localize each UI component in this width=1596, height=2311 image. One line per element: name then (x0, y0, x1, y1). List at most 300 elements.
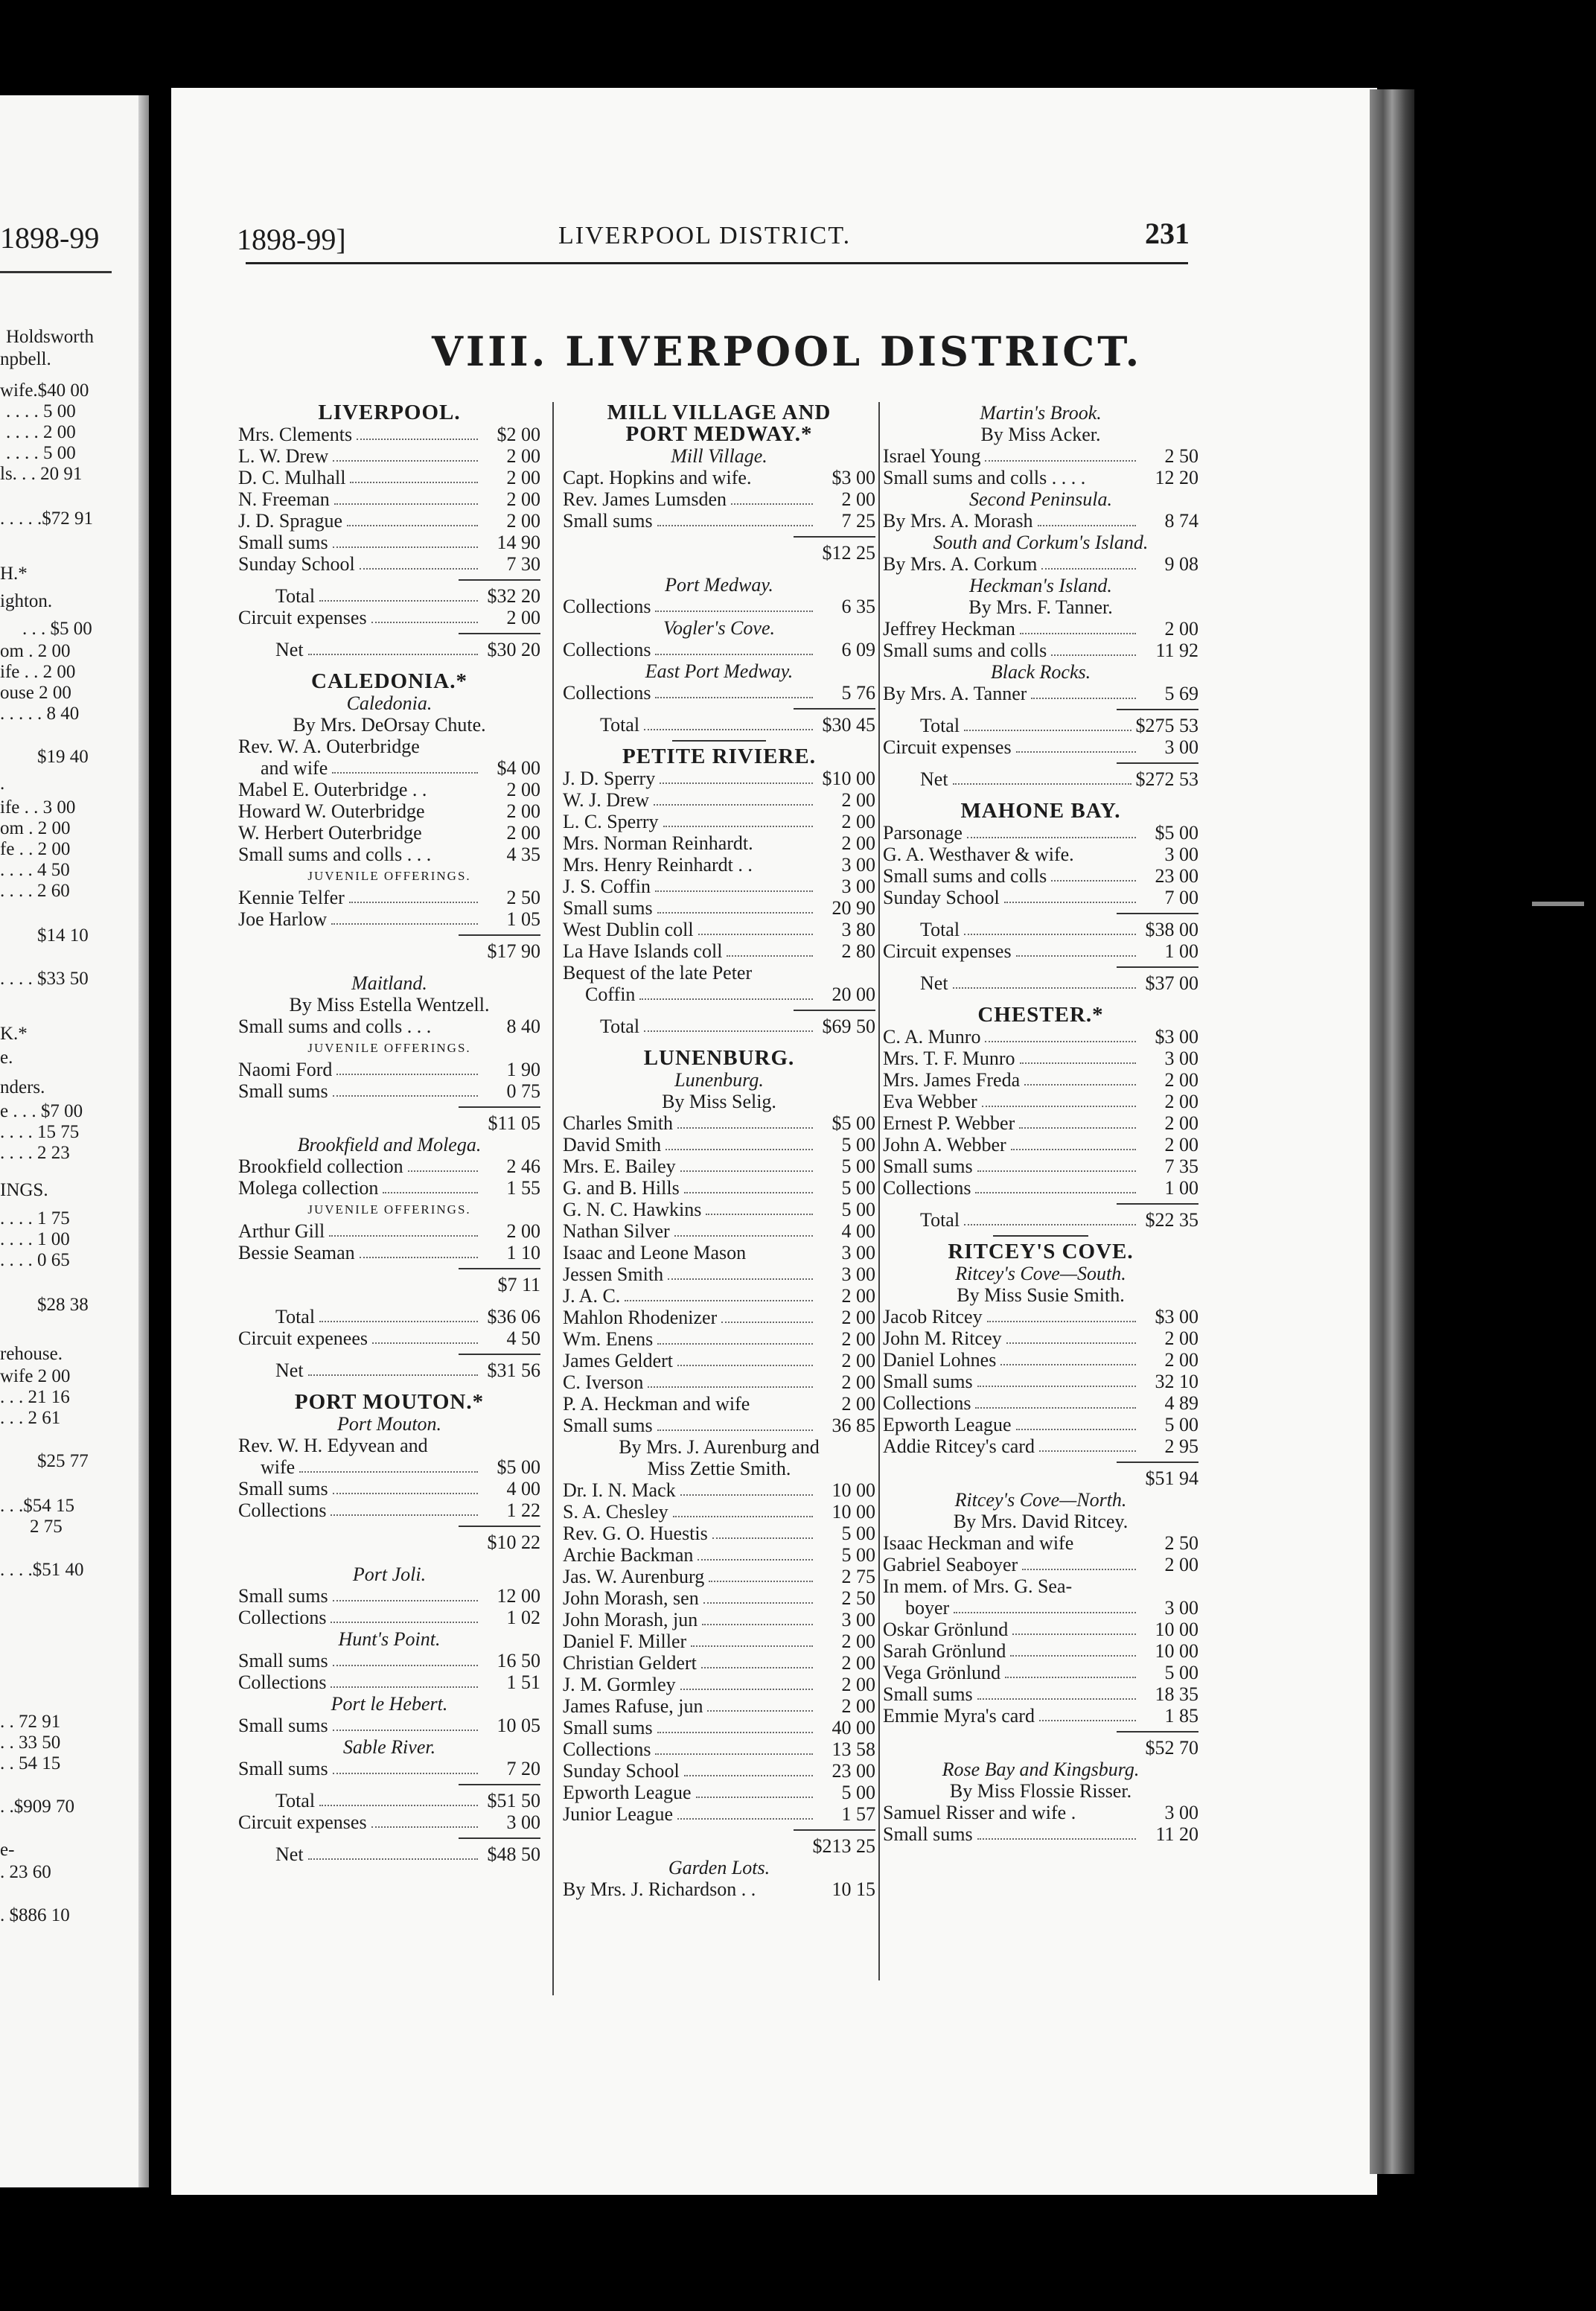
dot-leader (982, 1106, 1136, 1107)
ledger-entry (883, 1371, 1198, 1392)
entry-label: Epworth League (883, 1414, 1012, 1435)
entry-label: Rev. G. O. Huestis (563, 1523, 708, 1544)
entry-label: Circuit expenses (238, 607, 367, 628)
entry-label: Epworth League (563, 1782, 692, 1803)
entry-amount: 2 00 (1164, 1327, 1198, 1349)
ledger-entry (563, 789, 875, 811)
entry-label: By Mrs. A. Tanner (883, 683, 1027, 704)
dot-leader (1016, 1429, 1136, 1430)
entry-label: Small sums (238, 1080, 328, 1102)
ledger-entry (563, 1738, 875, 1760)
ledger-entry (883, 1597, 1198, 1619)
ledger-entry (238, 1715, 540, 1736)
entry-amount: 2 00 (841, 1674, 875, 1695)
dot-leader (731, 503, 813, 505)
dot-leader (657, 1343, 813, 1345)
dot-leader (655, 1753, 813, 1755)
entry-amount: 7 00 (1164, 887, 1198, 908)
entry-amount: $275 53 (1135, 715, 1198, 736)
column-3 (883, 402, 1198, 1845)
ledger-entry (238, 1758, 540, 1779)
dot-leader (655, 890, 813, 892)
previous-page-line: H.* (0, 564, 28, 584)
spacer (238, 1295, 540, 1306)
subsection-heading: South and Corkum's Island. (933, 532, 1149, 553)
entry-amount: 5 00 (841, 1156, 875, 1177)
entry-label: Arthur Gill (238, 1220, 325, 1242)
entry-label: S. A. Chesley (563, 1501, 668, 1523)
entry-amount: 13 58 (831, 1738, 875, 1760)
ledger-entry (238, 1274, 540, 1295)
entry-label: Daniel F. Miller (563, 1631, 687, 1652)
ledger-entry (238, 1016, 540, 1037)
sum-rule (563, 704, 875, 714)
entry-amount: 2 00 (506, 1220, 540, 1242)
entry-label: Sarah Grönlund (883, 1640, 1006, 1662)
ledger-entry (563, 1523, 875, 1544)
entry-label: Small sums and colls (883, 640, 1047, 661)
dot-leader (371, 1826, 478, 1828)
entry-label: J. S. Coffin (563, 876, 651, 897)
entry-amount: 16 50 (497, 1650, 540, 1671)
ledger-entry (563, 1263, 875, 1285)
entry-amount: 23 00 (1155, 865, 1198, 887)
ledger-entry (563, 1652, 875, 1674)
entry-label: boyer (905, 1597, 950, 1619)
ledger-entry (563, 682, 875, 704)
entry-amount: 20 00 (831, 984, 875, 1005)
entry-label: Net (920, 768, 948, 790)
dot-leader (655, 611, 813, 612)
dot-leader (657, 912, 813, 914)
ledger-entry (563, 639, 875, 660)
entry-amount: 3 00 (506, 1811, 540, 1833)
entry-label: Mabel E. Outerbridge . . (238, 779, 427, 800)
entry-amount: 40 00 (831, 1717, 875, 1738)
ledger-entry (238, 1811, 540, 1833)
ledger-entry (883, 1392, 1198, 1414)
previous-page-line: . . . . 2 60 (0, 881, 70, 901)
entry-label: Collections (563, 596, 651, 617)
ledger-entry (238, 1671, 540, 1693)
ledger-entry (563, 832, 875, 854)
entry-amount: 3 00 (841, 854, 875, 876)
ledger-entry (883, 445, 1198, 467)
ledger-entry (238, 1531, 540, 1553)
collector-line: By Miss Acker. (980, 424, 1101, 445)
entry-label: Collections (238, 1499, 327, 1521)
ledger-entry (883, 1069, 1198, 1091)
entry-amount: 1 51 (506, 1671, 540, 1693)
dot-leader (677, 1818, 813, 1820)
dot-leader (673, 1516, 813, 1517)
ledger-entry (563, 1393, 875, 1415)
ledger-entry (563, 1717, 875, 1738)
sum-rule (238, 1779, 540, 1790)
entry-amount: 2 00 (1164, 1112, 1198, 1134)
ledger-entry (883, 1823, 1198, 1845)
entry-amount: $30 20 (487, 639, 540, 660)
ledger-entry (883, 1209, 1198, 1231)
dot-leader (657, 1732, 813, 1733)
ledger-entry (883, 1532, 1198, 1554)
previous-page-line: . . . . 2 00 (6, 422, 76, 442)
previous-page-line: rehouse. (0, 1344, 63, 1364)
dot-leader (644, 1030, 813, 1032)
sum-rule (883, 1231, 1198, 1241)
entry-amount: 2 00 (841, 1307, 875, 1328)
previous-page-line: wife.$40 00 (0, 380, 89, 401)
entry-amount: 11 92 (1155, 640, 1198, 661)
ledger-entry (563, 1177, 875, 1199)
ledger-entry (563, 467, 875, 488)
entry-amount: $2 00 (497, 424, 540, 445)
ledger-entry (563, 1782, 875, 1803)
ledger-entry (883, 1683, 1198, 1705)
entry-amount: 3 00 (841, 1609, 875, 1631)
entry-label: Mrs. Clements (238, 424, 353, 445)
entry-amount: 2 00 (506, 510, 540, 532)
sum-rule (238, 1349, 540, 1359)
previous-page-line: . . . . .$72 91 (0, 509, 93, 529)
dot-leader (1051, 880, 1136, 882)
entry-label: Small sums and colls (883, 865, 1047, 887)
dot-leader (975, 1192, 1136, 1193)
entry-amount: $30 45 (822, 714, 875, 736)
dot-leader (1005, 1677, 1136, 1678)
entry-label: Small sums (238, 532, 328, 553)
entry-amount: 3 00 (841, 1263, 875, 1285)
sum-rule (883, 1199, 1198, 1209)
ledger-entry (238, 1306, 540, 1327)
previous-page-line: npbell. (0, 349, 51, 369)
previous-page-line: $19 40 (37, 747, 89, 767)
entry-amount: $213 25 (812, 1835, 875, 1857)
entry-amount: 1 00 (1164, 940, 1198, 962)
entry-label: Charles Smith (563, 1112, 674, 1134)
entry-label: Howard W. Outerbridge (238, 800, 425, 822)
dot-leader (967, 837, 1136, 838)
entry-amount: 2 80 (841, 940, 875, 962)
ledger-entry (238, 822, 540, 844)
entry-amount: 5 00 (841, 1134, 875, 1156)
previous-page-line: . . . . $33 50 (0, 969, 89, 989)
ledger-entry (238, 1456, 540, 1478)
entry-label: D. C. Mulhall (238, 467, 346, 488)
entry-amount: 2 00 (841, 1371, 875, 1393)
ledger-entry (563, 1803, 875, 1825)
ledger-entry (883, 1091, 1198, 1112)
entry-label: John Morash, sen (563, 1587, 699, 1609)
ledger-entry (238, 1499, 540, 1521)
ledger-entry (238, 467, 540, 488)
previous-page-line: . . .$54 15 (0, 1496, 74, 1516)
entry-label: Mrs. Norman Reinhardt. (563, 832, 753, 854)
entry-label: Mahlon Rhodenizer (563, 1307, 718, 1328)
ledger-entry (883, 1802, 1198, 1823)
ledger-entry (883, 1662, 1198, 1683)
previous-page-line: $28 38 (37, 1295, 89, 1315)
entry-label: J. A. C. (563, 1285, 621, 1307)
dot-leader (333, 460, 478, 462)
ledger-entry (238, 532, 540, 553)
dot-leader (1006, 1342, 1136, 1344)
section-heading: PORT MOUTON.* (294, 1390, 485, 1414)
previous-page-line: . . . $5 00 (22, 619, 92, 639)
entry-label: Christian Geldert (563, 1652, 697, 1674)
dot-leader (331, 1686, 478, 1688)
previous-page-fragment (0, 95, 149, 2187)
entry-amount: 1 10 (506, 1242, 540, 1263)
entry-amount: $17 90 (487, 940, 540, 962)
entry-amount: 5 00 (841, 1523, 875, 1544)
dot-leader (674, 1235, 813, 1237)
dot-leader (977, 1386, 1136, 1387)
ledger-entry (563, 1112, 875, 1134)
ledger-entry (238, 779, 540, 800)
dot-leader (707, 1710, 813, 1712)
ledger-entry (883, 1554, 1198, 1575)
entry-amount: 3 00 (1164, 1802, 1198, 1823)
dot-leader (333, 1095, 478, 1097)
previous-page-line: 2 75 (30, 1517, 63, 1537)
entry-label: Net (275, 1359, 304, 1381)
dot-leader (985, 460, 1136, 462)
dot-leader (657, 1429, 813, 1431)
entry-amount: $5 00 (831, 1112, 875, 1134)
previous-page-line: ife . . 2 00 (0, 662, 76, 682)
ledger-entry (238, 639, 540, 660)
entry-label: Small sums (883, 1156, 973, 1177)
ledger-entry (883, 919, 1198, 940)
ledger-entry (238, 1607, 540, 1628)
sum-rule (883, 704, 1198, 715)
entry-label: Collections (563, 682, 651, 704)
entry-label: Collections (238, 1607, 327, 1628)
subsection-heading: Ritcey's Cove—South. (955, 1263, 1126, 1284)
entry-label: J. M. Gormley (563, 1674, 676, 1695)
sum-rule (238, 575, 540, 585)
dot-leader (639, 998, 813, 1000)
entry-amount: 1 85 (1164, 1705, 1198, 1727)
sum-rule (238, 1263, 540, 1274)
entry-label: J. D. Sperry (563, 768, 656, 789)
entry-label: N. Freeman (238, 488, 330, 510)
dot-leader (668, 1278, 813, 1280)
entry-label: Small sums and colls . . . (238, 1016, 432, 1037)
ledger-entry (238, 488, 540, 510)
entry-amount: 2 00 (506, 607, 540, 628)
entry-amount: 5 00 (1164, 1414, 1198, 1435)
previous-page-line: . . . . 15 75 (0, 1122, 80, 1142)
ledger-entry (883, 467, 1198, 488)
ledger-entry (238, 1156, 540, 1177)
entry-amount: $48 50 (487, 1843, 540, 1865)
entry-label: Collections (563, 639, 651, 660)
column-divider-2 (878, 402, 880, 1980)
dot-leader (372, 1342, 478, 1344)
subsection-heading: Sable River. (342, 1736, 436, 1758)
ledger-entry (883, 1467, 1198, 1489)
dot-leader (680, 1170, 813, 1172)
entry-amount: 2 00 (506, 779, 540, 800)
entry-amount: 5 00 (841, 1177, 875, 1199)
ledger-entry (238, 510, 540, 532)
dot-leader (1020, 633, 1136, 634)
ledger-entry (883, 940, 1198, 962)
dot-leader (977, 1170, 1136, 1172)
dot-leader (350, 482, 478, 483)
ledger-entry (883, 1177, 1198, 1199)
ledger-entry (238, 1478, 540, 1499)
ledger-entry (563, 1695, 875, 1717)
dot-leader (319, 600, 478, 602)
ledger-entry (563, 1134, 875, 1156)
entry-label: Total (600, 1016, 640, 1037)
entry-amount: 1 05 (506, 908, 540, 930)
entry-amount: 7 25 (841, 510, 875, 532)
entry-label: Total (920, 715, 960, 736)
entry-amount: 2 00 (506, 822, 540, 844)
entry-label: Bessie Seaman (238, 1242, 355, 1263)
entry-amount: 1 57 (841, 1803, 875, 1825)
entry-label: Total (275, 1790, 316, 1811)
ledger-entry (883, 1640, 1198, 1662)
subsection-heading: Vogler's Cove. (663, 617, 775, 639)
ledger-entry (563, 1307, 875, 1328)
dot-leader (1004, 902, 1136, 903)
previous-page-line: . . . . 0 65 (0, 1250, 70, 1270)
book-page-edges (1370, 89, 1414, 2174)
ledger-entry (238, 1080, 540, 1102)
ledger-entry (883, 715, 1198, 736)
entry-label: wife (261, 1456, 296, 1478)
entry-label: Total (600, 714, 640, 736)
entry-label: Circuit expenees (238, 1327, 368, 1349)
previous-page-line: . . . . . 8 40 (0, 704, 80, 724)
entry-amount: $36 06 (487, 1306, 540, 1327)
entry-label: Sunday School (238, 553, 355, 575)
dot-leader (1022, 1569, 1136, 1570)
ledger-entry (238, 908, 540, 930)
ledger-entry (563, 811, 875, 832)
dot-leader (357, 439, 478, 440)
dot-leader (1041, 568, 1136, 570)
section-heading: CALEDONIA.* (311, 669, 467, 693)
previous-page-line: . . . .$51 40 (0, 1560, 84, 1580)
ledger-entry (883, 1737, 1198, 1759)
previous-page-line: . . 54 15 (0, 1753, 61, 1773)
ledger-entry (238, 1242, 540, 1263)
ledger-entry (238, 424, 540, 445)
entry-label: Coffin (585, 984, 636, 1005)
column-divider-1 (552, 402, 554, 1995)
sum-rule (883, 758, 1198, 768)
entry-label: Collections (238, 1671, 327, 1693)
ledger-entry (563, 940, 875, 962)
entry-amount: $5 00 (1155, 822, 1198, 844)
ledger-entry (563, 542, 875, 564)
entry-amount: 2 95 (1164, 1435, 1198, 1457)
dot-leader (1051, 654, 1136, 656)
ledger-entry (563, 1371, 875, 1393)
dot-leader (360, 1257, 478, 1258)
entry-label: Circuit expenses (883, 736, 1012, 758)
ledger-entry (238, 887, 540, 908)
subsection-heading: Brookfield and Molega. (297, 1134, 482, 1156)
sum-rule (563, 1005, 875, 1016)
entry-label: Jessen Smith (563, 1263, 664, 1285)
entry-amount: 1 00 (1164, 1177, 1198, 1199)
ledger-entry (238, 1177, 540, 1199)
dot-leader (1000, 1364, 1136, 1365)
entry-label: Mrs. James Freda (883, 1069, 1021, 1091)
entry-amount: 23 00 (831, 1760, 875, 1782)
bookmark-ribbon (1532, 902, 1584, 906)
entry-label: Oskar Grönlund (883, 1619, 1009, 1640)
dot-leader (360, 568, 478, 570)
entry-label: By Mrs. J. Richardson . . (563, 1878, 756, 1900)
entry-amount: 9 08 (1164, 553, 1198, 575)
ledger-entry (563, 1350, 875, 1371)
ledger-entry (238, 844, 540, 865)
ledger-entry (563, 1199, 875, 1220)
dot-leader (702, 1624, 813, 1625)
page-title: VIII. LIVERPOOL DISTRICT. (432, 328, 1143, 375)
entry-label: Rev. James Lumsden (563, 488, 727, 510)
dot-leader (660, 782, 813, 784)
header-rule (246, 262, 1188, 264)
entry-label: Junior League (563, 1803, 674, 1825)
dot-leader (333, 1493, 478, 1494)
ledger-entry (883, 1327, 1198, 1349)
previous-page-line: ls. . . 20 91 (0, 464, 83, 484)
ledger-entry (563, 1835, 875, 1857)
dot-leader (680, 1494, 813, 1496)
entry-amount: 10 00 (1155, 1619, 1198, 1640)
entry-label: W. Herbert Outerbridge (238, 822, 422, 844)
entry-amount: 0 75 (506, 1080, 540, 1102)
previous-page-line: nders. (0, 1077, 45, 1097)
entry-label: L. W. Drew (238, 445, 329, 467)
dot-leader (308, 1374, 478, 1376)
ledger-entry (563, 1878, 875, 1900)
dot-leader (712, 1537, 813, 1539)
entry-amount: 2 50 (1164, 1532, 1198, 1554)
subsection-heading: Port Joli. (352, 1563, 427, 1585)
section-heading: LUNENBURG. (643, 1046, 795, 1070)
dot-leader (644, 729, 813, 730)
ledger-entry (563, 1415, 875, 1436)
entry-amount: 5 00 (1164, 1662, 1198, 1683)
ledger-entry (238, 1112, 540, 1134)
ledger-entry (563, 488, 875, 510)
subsection-heading: Ritcey's Cove—North. (954, 1489, 1127, 1511)
entry-amount: 3 00 (841, 1242, 875, 1263)
ledger-entry (883, 865, 1198, 887)
previous-page-line: ouse 2 00 (0, 683, 71, 703)
entry-label: G. N. C. Hawkins (563, 1199, 702, 1220)
entry-amount: 5 76 (841, 682, 875, 704)
dot-leader (964, 934, 1136, 935)
entry-label: Emmie Myra's card (883, 1705, 1035, 1727)
collector-line: By Mrs. David Ritcey. (953, 1511, 1129, 1532)
collector-line: By Miss Susie Smith. (957, 1284, 1125, 1306)
dot-leader (331, 1622, 478, 1623)
entry-text-line: In mem. of Mrs. G. Sea- (883, 1575, 1073, 1597)
entry-label: Capt. Hopkins and wife. (563, 467, 752, 488)
entry-amount: $3 00 (1155, 1306, 1198, 1327)
